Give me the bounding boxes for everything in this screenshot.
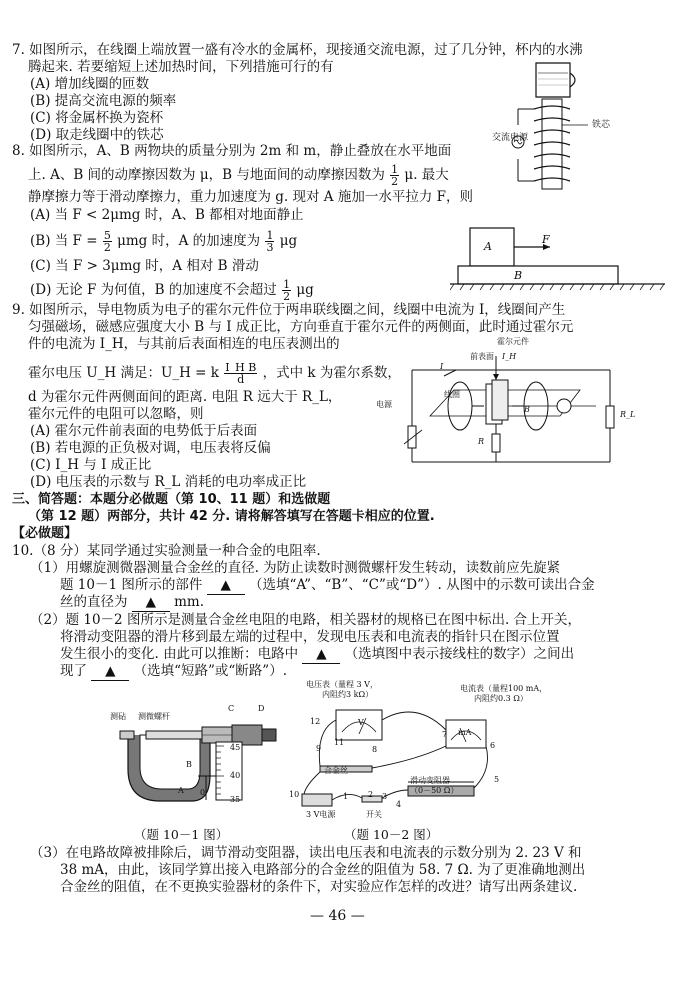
answer-blank: ▲ xyxy=(302,646,340,664)
q9-figure-hall-circuit xyxy=(400,350,640,475)
q10-fig2-label-ammeter: 电流表（量程100 mA， xyxy=(460,684,548,693)
required-heading: 【必做题】 xyxy=(12,526,78,541)
q7-option-d: (D) 取走线圈中的铁芯 xyxy=(30,127,164,143)
q10-fig2-label-ammeter-2: 内阻约0.3 Ω） xyxy=(474,694,528,703)
q7-fig-label-core: 铁芯 xyxy=(592,120,611,130)
q10-fig2-label-rheostat-2: （0－50 Ω） xyxy=(410,786,459,795)
q10-fig2-label-rheostat: 滑动变阻器 xyxy=(410,776,450,785)
q10-fig2-terminal-7: 7 xyxy=(442,730,448,739)
q10-part2-line4: 现了 ▲ （选填“短路”或“断路”）. xyxy=(60,663,287,679)
q10-fig1-label-b: B xyxy=(186,760,192,769)
fraction: $\frac{1}{2}$ xyxy=(391,163,399,188)
q10-fig2-terminal-10: 10 xyxy=(289,790,300,799)
answer-blank: ▲ xyxy=(91,663,129,681)
q8-option-b: (B) 当 F = $\frac{5}{2}$ μmg 时，A 的加速度为 $\frac{1}{3}$ μg xyxy=(30,229,298,254)
q8-option-d: (D) 无论 F 为何值，B 的加速度不会超过 $\frac{1}{2}$ μg xyxy=(30,278,314,303)
q8-option-a: (A) 当 F < 2μmg 时，A、B 都相对地面静止 xyxy=(30,207,304,223)
q8-stem-line3: 静摩擦力等于滑动摩擦力，重力加速度为 g. 现对 A 施加一水平拉力 F，则 xyxy=(28,189,474,205)
q10-fig1-label-anvil: 测砧 xyxy=(110,712,126,721)
q9-stem-line4: 霍尔电压 U_H 满足：U_H = k $\frac{\text{I\_H B}}{d}$ ，式中 k 为霍尔系数， xyxy=(28,361,401,386)
q10-part1-line3: 丝的直径为 ▲ mm. xyxy=(60,594,204,610)
q9-fig-label-i: I xyxy=(440,362,444,371)
q10-fig2-label-wire: 合金丝 xyxy=(324,766,348,775)
q10-stem: 10.（8 分）某同学通过实验测量一种合金的电阻率. xyxy=(12,543,321,559)
q10-fig2-label-voltmeter-2: 内阻约3 kΩ） xyxy=(322,690,374,699)
q7-option-b: (B) 提高交流电源的频率 xyxy=(30,93,177,109)
q10-part1-line2: 题 10－1 图所示的部件 ▲ （选填“A”、“B”、“C”或“D”）. 从图中的示数可读出合金 xyxy=(60,577,595,593)
q9-fig-label-coil: 线圈 xyxy=(444,390,460,399)
fraction: $\frac{\text{I\_H B}}{d}$ xyxy=(225,361,257,386)
q10-fig2-terminal-12: 12 xyxy=(310,717,321,726)
q7-option-a: (A) 增加线圈的匝数 xyxy=(30,76,150,92)
q9-fig-label-hall: 霍尔元件 xyxy=(497,337,529,346)
q10-fig2-label-source: 3 V电源 xyxy=(306,810,336,819)
q10-figure-circuit xyxy=(296,690,516,820)
fraction: $\frac{1}{3}$ xyxy=(266,229,274,254)
q10-fig1-scale-40: 40 xyxy=(230,771,241,780)
q9-stem-line6: 霍尔元件的电阻可以忽略，则 xyxy=(28,406,204,422)
q10-fig2-label-ma: mA xyxy=(458,728,472,737)
q8-stem-line1: 8. 如图所示，A、B 两物块的质量分别为 2m 和 m，静止叠放在水平地面 xyxy=(12,143,452,159)
q9-fig-label-b: B xyxy=(524,405,530,414)
q10-fig1-label-d: D xyxy=(258,704,265,713)
q10-fig2-terminal-5: 5 xyxy=(494,775,500,784)
answer-blank: ▲ xyxy=(132,594,170,612)
answer-blank: ▲ xyxy=(207,577,245,595)
q10-fig2-terminal-6: 6 xyxy=(490,741,496,750)
q10-fig2-label-switch: 开关 xyxy=(366,810,382,819)
q7-fig-label-source: 交流电源 xyxy=(492,133,529,143)
q10-part3-line1: （3）在电路故障被排除后，调节滑动变阻器，读出电压表和电流表的示数分别为 2. 23 V 和 xyxy=(30,845,582,861)
page-number: — 46 — xyxy=(310,908,365,924)
q10-part2-line3: 发生很小的变化. 由此可以推断：电路中 ▲ （选填图中表示接线柱的数字）之间出 xyxy=(60,646,575,662)
q10-fig2-label-v: V xyxy=(358,718,364,727)
q8-fig-label-b: B xyxy=(514,269,523,282)
q7-option-c: (C) 将金属杯换为瓷杯 xyxy=(30,110,164,126)
q9-option-c: (C) I_H 与 I 成正比 xyxy=(30,457,152,473)
q10-fig1-label-c: C xyxy=(228,704,235,713)
q10-fig2-terminal-11: 11 xyxy=(334,738,345,747)
q10-fig2-terminal-8: 8 xyxy=(372,745,378,754)
q7-stem-line1: 7. 如图所示，在线圈上端放置一盛有冷水的金属杯，现接通交流电源，过了几分钟，杯内的水沸 xyxy=(12,42,583,58)
q10-fig1-scale-0: 0 xyxy=(200,788,206,797)
q10-fig1-scale-35: 35 xyxy=(230,795,241,804)
q10-part3-line3: 合金丝的阻值，在不更换实验器材的条件下，对实验应作怎样的改进？请写出两条建议. xyxy=(60,879,578,895)
q8-fig-label-a: A xyxy=(484,240,492,253)
q10-fig2-terminal-2: 2 xyxy=(368,790,374,799)
fraction: $\frac{5}{2}$ xyxy=(103,229,111,254)
q10-part1-line1: （1）用螺旋测微器测量合金丝的直径. 为防止读数时测微螺杆发生转动，读数前应先旋紧 xyxy=(30,560,561,576)
q8-stem-line2: 上. A、B 间的动摩擦因数为 μ，B 与地面间的动摩擦因数为 $\frac{1}{2}$ μ. 最大 xyxy=(28,163,449,188)
q9-fig-label-source: 电源 xyxy=(376,400,392,409)
q9-stem-line5: d 为霍尔元件两侧面间的距离. 电阻 R 远大于 R_L， xyxy=(28,389,342,405)
q9-option-b: (B) 若电源的正负极对调，电压表将反偏 xyxy=(30,440,271,456)
q10-fig2-terminal-9: 9 xyxy=(316,744,322,753)
q10-fig2-terminal-3: 3 xyxy=(382,792,388,801)
q9-stem-line1: 9. 如图所示，导电物质为电子的霍尔元件位于两串联线圈之间，线圈中电流为 I，线圈间产生 xyxy=(12,302,566,318)
q9-fig-label-r: R xyxy=(478,437,485,446)
q9-fig-label-rl: R_L xyxy=(620,410,636,419)
q10-fig1-label-spindle: 测微螺杆 xyxy=(138,712,170,721)
q9-fig-label-front: 前表面 xyxy=(470,352,494,361)
fraction: $\frac{1}{2}$ xyxy=(283,278,291,303)
q9-stem-line2: 匀强磁场，磁感应强度大小 B 与 I 成正比，方向垂直于霍尔元件的两侧面，此时通过霍尔元 xyxy=(28,319,574,335)
q9-option-d: (D) 电压表的示数与 R_L 消耗的电功率成正比 xyxy=(30,474,307,490)
q10-fig2-terminal-1: 1 xyxy=(343,792,349,801)
q10-part3-line2: 38 mA，由此，该同学算出接入电路部分的合金丝的阻值为 58. 7 Ω. 为了更准确地测出 xyxy=(60,862,586,878)
q10-part2-line1: （2）题 10－2 图所示是测量合金丝电阻的电路，相关器材的规格已在图中标出. 合上开关， xyxy=(30,612,582,628)
q8-fig-label-f: F xyxy=(542,233,550,246)
q9-fig-label-ih: I_H xyxy=(502,352,517,361)
q10-fig2-caption: （题 10－2 图） xyxy=(344,827,439,842)
q10-fig1-scale-45: 45 xyxy=(230,743,241,752)
q10-fig1-caption: （题 10－1 图） xyxy=(134,827,229,842)
q10-fig1-label-a: A xyxy=(178,786,184,795)
q7-figure-coil xyxy=(478,55,678,205)
q8-option-c: (C) 当 F > 3μmg 时，A 相对 B 滑动 xyxy=(30,258,259,274)
q9-option-a: (A) 霍尔元件前表面的电势低于后表面 xyxy=(30,423,258,439)
q8-figure-blocks xyxy=(450,210,670,295)
section-heading-line1: 三、简答题：本题分必做题（第 10、11 题）和选做题 xyxy=(12,492,331,507)
section-heading-line2: （第 12 题）两部分，共计 42 分. 请将解答填写在答题卡相应的位置. xyxy=(28,509,435,524)
q10-part2-line2: 将滑动变阻器的滑片移到最左端的过程中，发现电压表和电流表的指针只在图示位置 xyxy=(60,629,560,645)
q9-stem-line3: 件的电流为 I_H，与其前后表面相连的电压表测出的 xyxy=(28,336,340,352)
q7-stem-line2: 腾起来. 若要缩短上述加热时间，下列措施可行的有 xyxy=(28,59,334,75)
q10-fig2-label-voltmeter: 电压表（量程 3 V， xyxy=(306,680,378,689)
q10-fig2-terminal-4: 4 xyxy=(396,800,402,809)
